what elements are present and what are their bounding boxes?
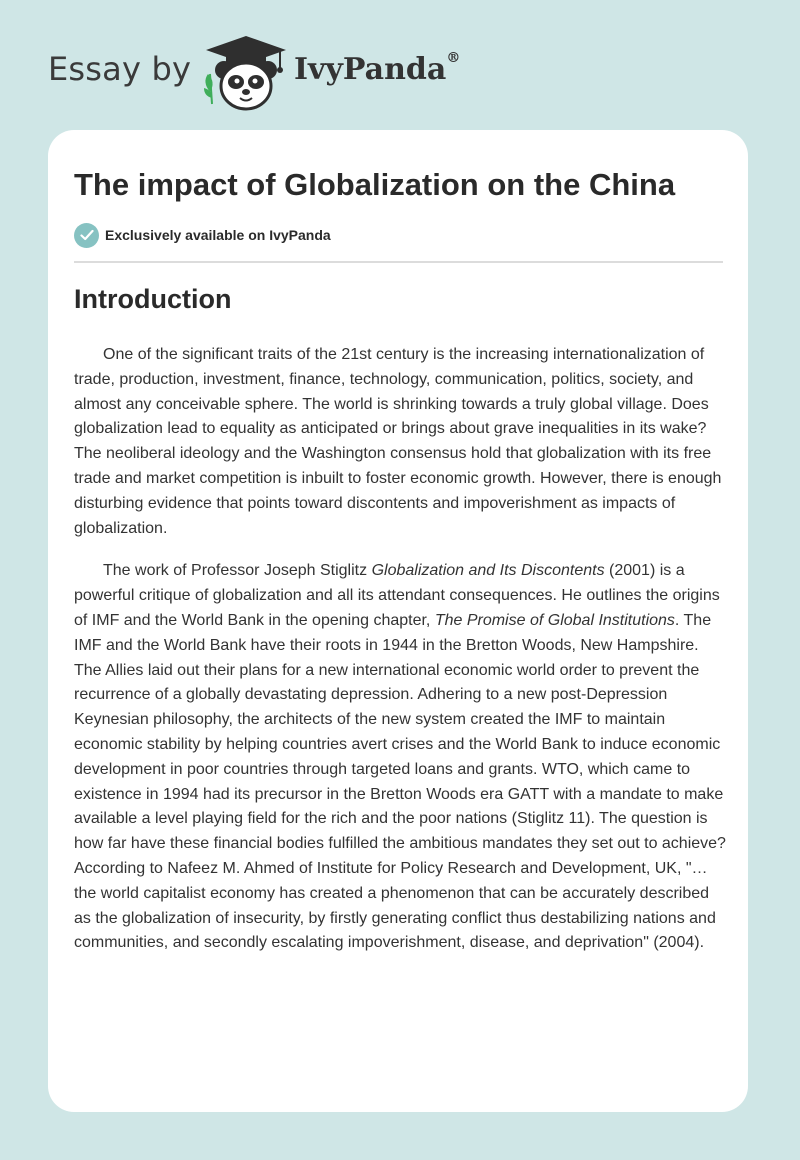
site-header	[0, 0, 800, 130]
check-circle-icon	[74, 223, 99, 248]
section-heading: Introduction	[74, 284, 232, 314]
chapter-title: The Promise of Global Institutions	[434, 611, 675, 629]
paragraph-2	[74, 559, 726, 956]
brand-name[interactable]	[294, 52, 460, 87]
registered-mark: ®	[446, 50, 461, 66]
divider	[74, 261, 723, 263]
page-title: The impact of Globalization on the China	[74, 167, 676, 202]
exclusive-badge	[74, 222, 331, 248]
paragraph-2-part-b: (2001) is a powerful critique of globalization and all its attendant consequences. He outlines the origins of IMF and the World Bank in the opening chapter,	[74, 562, 720, 629]
essay-by-label: Essay by	[48, 50, 192, 88]
article-body	[74, 343, 726, 974]
panda-graduate-logo-icon[interactable]	[200, 34, 292, 112]
badge-text: Exclusively available on IvyPanda	[105, 227, 331, 243]
essay-card	[48, 130, 748, 1112]
paragraph-2-part-c: . The IMF and the World Bank have their roots in 1944 in the Bretton Woods, New Hampshire. The Allies laid out their plans for a new international economic world order to prevent the recurrence of a globally devastating depression. Adhering to a new post-Depression Keynesian philosophy, the architects of the new system created the IMF to maintain economic stability by helping countries avert crises and the World Bank to induce economic development in poor countries through targeted loans and grants. WTO, which came to existence in 1994 had its precursor in the Bretton Woods era GATT with a mandate to make available a level playing field for the rich and the poor nations (Stiglitz 11). The question is how far have these financial bodies fulfilled the ambitious mandates they set out to achieve? According to Nafeez M. Ahmed of Institute for Policy Research and Development, UK, "… the world capitalist economy has created a phenomenon that can be accurately described as the globalization of insecurity, by firstly generating conflict thus destabilizing nations and communities, and secondly escalating impoverishment, disease, and deprivation" (2004).	[74, 611, 726, 952]
paragraph-2-part-a: The work of Professor Joseph Stiglitz	[103, 562, 372, 580]
brand-text: IvyPanda	[294, 52, 447, 87]
paragraph-1: One of the significant traits of the 21st century is the increasing internationalization of trade, production, investment, finance, technology, communication, politics, society, and almost any conceivable sphere. The world is shrinking towards a truly global village. Does globalization lead to equality as anticipated or brings about grave inequalities in its wake? The neoliberal ideology and the Washington consensus hold that globalization with its free trade and market competition is inbuilt to foster economic growth. However, there is enough disturbing evidence that points toward discontents and impoverishment as impacts of globalization.	[74, 346, 722, 537]
book-title: Globalization and Its Discontents	[371, 562, 605, 580]
